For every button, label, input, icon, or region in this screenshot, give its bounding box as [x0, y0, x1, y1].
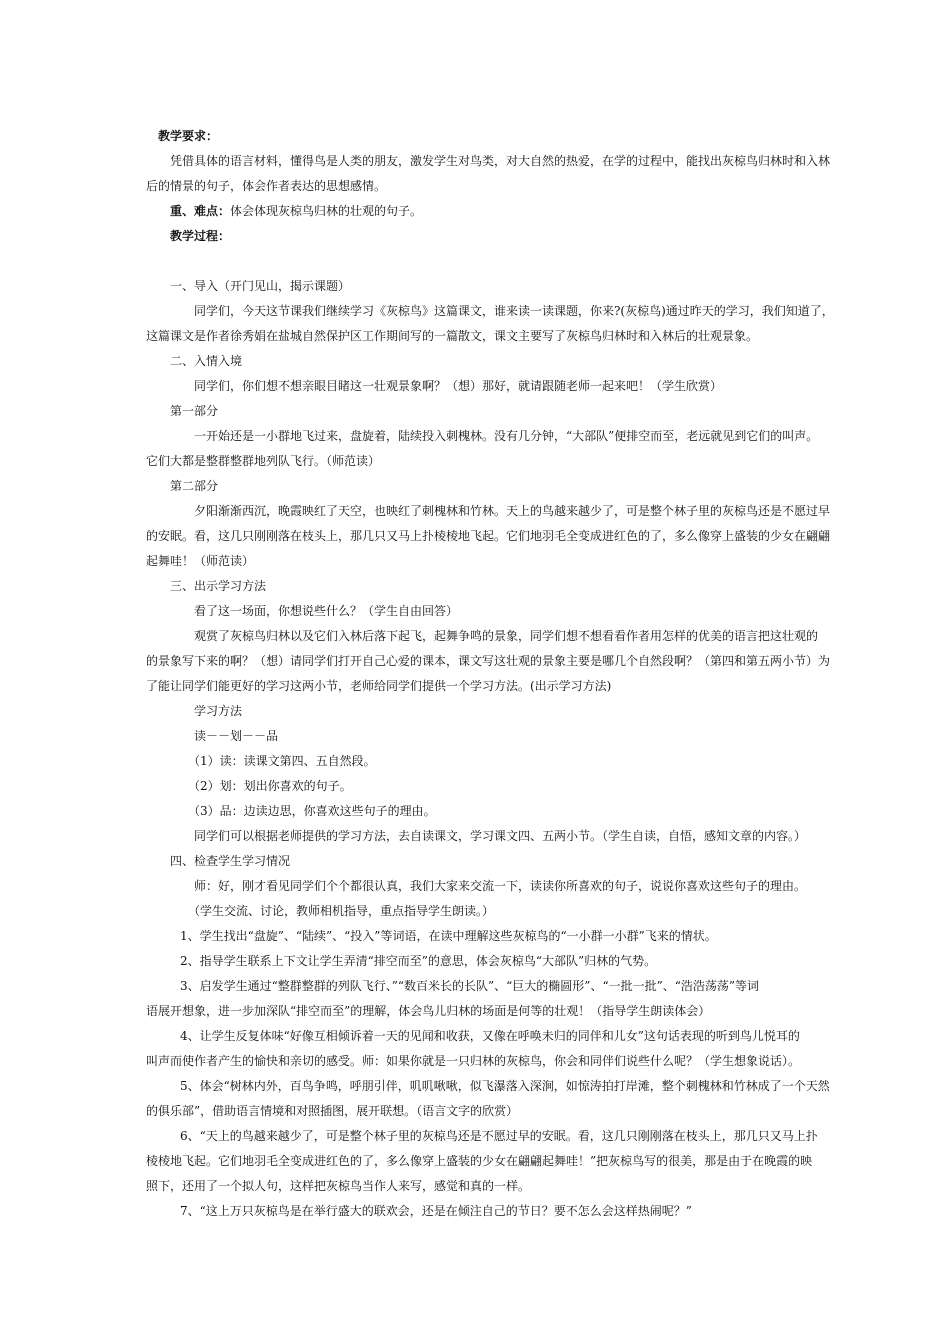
key-points-text: 体会体现灰椋鸟归林的壮观的句子。 — [230, 204, 423, 218]
part2-paragraph-line: 起舞哇！（师范读） — [146, 554, 255, 568]
section4-item-4-line: 叫声而使作者产生的愉快和亲切的感受。师：如果你就是一只归林的灰椋鸟，你会和同伴们说些什么呢？（学生想象说话）。 — [146, 1054, 801, 1068]
method-item: （2）划：划出你喜欢的句子。 — [188, 779, 352, 793]
part1-title: 第一部分 — [170, 404, 219, 418]
section4-item-7: 7、“这上万只灰椋鸟是在举行盛大的联欢会，还是在倾注自己的节日？要不怎么会这样热闹呢？” — [180, 1204, 692, 1218]
section1-paragraph-line: 同学们，今天这节课我们继续学习《灰椋鸟》这篇课文，谁来读一读课题，你来?(灰椋鸟)通过昨天的学习，我们知道了， — [194, 304, 834, 318]
method-item: （3）品：边读边思，你喜欢这些句子的理由。 — [188, 804, 436, 818]
section1-title: 一、导入（开门见山，揭示课题） — [170, 279, 351, 293]
requirements-heading: 教学要求： — [158, 129, 219, 143]
method-steps: 读－－划－－品 — [194, 729, 279, 743]
process-heading: 教学过程： — [170, 229, 231, 243]
section4-item-5-line: 5、体会“树林内外，百鸟争鸣，呼朋引伴，叽叽啾啾，似飞瀑落入深涧，如惊涛拍打岸滩，整个刺槐林和竹林成了一个天然 — [180, 1079, 830, 1093]
section1-paragraph-line: 这篇课文是作者徐秀娟在盐城自然保护区工作期间写的一篇散文，课文主要写了灰椋鸟归林时和入林后的壮观景象。 — [146, 329, 759, 343]
section4-item-3-line: 语展开想象，进一步加深队“排空而至”的理解，体会鸟儿归林的场面是何等的壮观！（指导学生朗读体会） — [146, 1004, 711, 1018]
section4-item-5-line: 的俱乐部”，借助语言情境和对照插图，展开联想。（语言文字的欣赏） — [146, 1104, 519, 1118]
part1-paragraph-line: 它们大都是整群整群地列队飞行。（师范读） — [146, 454, 381, 468]
method-item: （1）读：读课文第四、五自然段。 — [188, 754, 376, 768]
section3-paragraph-line: 了能让同学们能更好的学习这两小节，老师给同学们提供一个学习方法。(出示学习方法) — [146, 679, 612, 693]
part2-title: 第二部分 — [170, 479, 219, 493]
requirements-text-line: 后的情景的句子，体会作者表达的思想感情。 — [146, 179, 387, 193]
section2-title: 二、入情入境 — [170, 354, 243, 368]
section4-teacher-line: 师：好，刚才看见同学们个个都很认真，我们大家来交流一下，读读你所喜欢的句子，说说你喜欢这些句子的理由。 — [194, 879, 807, 893]
section3-closing: 同学们可以根据老师提供的学习方法，去自读课文，学习课文四、五两小节。（学生自读，自悟，感知文章的内容。） — [194, 829, 807, 843]
key-points-line — [170, 203, 422, 219]
section4-item-1: 1、学生找出“盘旋”、“陆续”、“投入”等词语，在读中理解这些灰椋鸟的“一小群一小群”飞来的情状。 — [180, 929, 717, 943]
requirements-text-line: 凭借具体的语言材料，懂得鸟是人类的朋友，激发学生对鸟类，对大自然的热爱，在学的过程中，能找出灰椋鸟归林时和入林 — [170, 154, 831, 168]
part2-paragraph-line: 的安眠。看，这几只刚刚落在枝头上，那几只又马上扑棱棱地飞起。它们地羽毛全变成进红色的了，多么像穿上盛装的少女在翩翩 — [146, 529, 831, 543]
part2-paragraph-line: 夕阳渐渐西沉，晚霞映红了天空，也映红了刺槐林和竹林。天上的鸟越来越少了，可是整个林子里的灰椋鸟还是不愿过早 — [194, 504, 831, 518]
key-points-label: 重、难点： — [170, 204, 231, 218]
section3-paragraph-line: 的景象写下来的啊？（想）请同学们打开自己心爱的课本，课文写这壮观的景象主要是哪几个自然段啊？（第四和第五两小节）为 — [146, 654, 831, 668]
section4-item-4-line: 4、让学生反复体味“好像互相倾诉着一天的见闻和收获，又像在呼唤未归的同伴和儿女”这句话表现的听到鸟儿悦耳的 — [180, 1029, 800, 1043]
section4-item-3-line: 3、启发学生通过“整群整群的列队飞行、”“数百米长的长队”、“巨大的椭圆形”、“一批一批”、“浩浩荡荡”等词 — [180, 979, 759, 993]
section4-note: （学生交流、讨论，教师相机指导，重点指导学生朗读。） — [188, 904, 495, 918]
section2-intro: 同学们，你们想不想亲眼目睹这一壮观景象啊？（想）那好，就请跟随老师一起来吧！（学生欣赏） — [194, 379, 723, 393]
section3-question: 看了这一场面，你想说些什么？（学生自由回答） — [194, 604, 459, 618]
section4-item-2: 2、指导学生联系上下文让学生弄清“排空而至”的意思，体会灰椋鸟“大部队”归林的气势。 — [180, 954, 657, 968]
section4-item-6-line: 棱棱地飞起。它们地羽毛全变成进红色的了，多么像穿上盛装的少女在翩翩起舞哇！”把灰椋鸟写的很美，那是由于在晚霞的映 — [146, 1154, 813, 1168]
section4-item-6-line: 照下，还用了一个拟人句，这样把灰椋鸟当作人来写，感觉和真的一样。 — [146, 1179, 531, 1193]
section4-item-6-line: 6、“天上的鸟越来越少了，可是整个林子里的灰椋鸟还是不愿过早的安眠。看，这几只刚刚落在枝头上，那几只又马上扑 — [180, 1129, 818, 1143]
part1-paragraph-line: 一开始还是一小群地飞过来，盘旋着，陆续投入刺槐林。没有几分钟，“大部队”便排空而至，老远就见到它们的叫声。 — [194, 429, 819, 443]
section4-title: 四、检查学生学习情况 — [170, 854, 291, 868]
section3-title: 三、出示学习方法 — [170, 579, 267, 593]
section3-paragraph-line: 观赏了灰椋鸟归林以及它们入林后落下起飞，起舞争鸣的景象，同学们想不想看看作者用怎样的优美的语言把这壮观的 — [194, 629, 819, 643]
method-title: 学习方法 — [194, 704, 243, 718]
